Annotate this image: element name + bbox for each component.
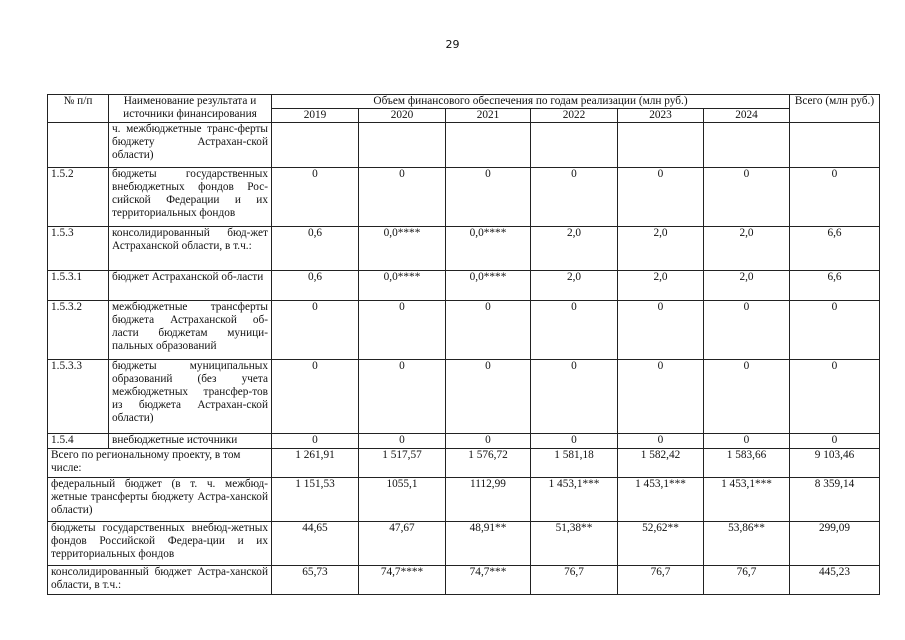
summary-year-value: 65,73 <box>272 566 359 595</box>
year-value: 0,0**** <box>359 271 446 301</box>
summary-total: 299,09 <box>790 522 880 566</box>
summary-row <box>48 566 880 595</box>
summary-year-value: 74,7**** <box>359 566 446 595</box>
summary-year-value: 1 576,72 <box>446 449 531 478</box>
summary-year-value: 1055,1 <box>359 478 446 522</box>
year-value: 0 <box>272 301 359 360</box>
header-year: 2019 <box>272 109 359 123</box>
summary-year-value: 1 582,42 <box>618 449 704 478</box>
table-row <box>48 168 880 227</box>
header-year: 2023 <box>618 109 704 123</box>
row-total: 0 <box>790 434 880 449</box>
year-value: 2,0 <box>618 271 704 301</box>
summary-year-value: 51,38** <box>531 522 618 566</box>
row-number <box>48 123 109 168</box>
year-value: 0,6 <box>272 271 359 301</box>
summary-name: консолидированный бюджет Астра-ханской области, в т.ч.: <box>48 566 272 595</box>
year-value: 0,0**** <box>446 271 531 301</box>
row-name: консолидированный бюд-жет Астраханской области, в т.ч.: <box>109 227 272 271</box>
summary-year-value: 76,7 <box>618 566 704 595</box>
year-value: 0 <box>704 360 790 434</box>
year-value: 2,0 <box>531 227 618 271</box>
header-num: № п/п <box>48 95 109 123</box>
year-value <box>531 123 618 168</box>
year-value: 0 <box>446 301 531 360</box>
year-value: 0 <box>618 168 704 227</box>
table-row <box>48 434 880 449</box>
summary-year-value: 53,86** <box>704 522 790 566</box>
summary-year-value: 1 453,1*** <box>618 478 704 522</box>
row-number: 1.5.3 <box>48 227 109 271</box>
row-name: межбюджетные трансферты бюджета Астраханской об-ласти бюджетам муници-пальных образований <box>109 301 272 360</box>
year-value: 0 <box>359 168 446 227</box>
year-value <box>618 123 704 168</box>
summary-year-value: 44,65 <box>272 522 359 566</box>
summary-name: бюджеты государственных внебюд-жетных фондов Российской Федера-ции и их территориальных фондов <box>48 522 272 566</box>
year-value: 0 <box>618 301 704 360</box>
page-number: 29 <box>445 38 460 51</box>
summary-total: 8 359,14 <box>790 478 880 522</box>
year-value: 0 <box>531 301 618 360</box>
year-value: 0,0**** <box>446 227 531 271</box>
summary-row <box>48 449 880 478</box>
funding-table <box>47 94 880 595</box>
year-value: 0 <box>531 168 618 227</box>
header-total: Всего (млн руб.) <box>790 95 880 123</box>
year-value: 0 <box>531 434 618 449</box>
year-value: 0,6 <box>272 227 359 271</box>
summary-year-value: 48,91** <box>446 522 531 566</box>
table-row <box>48 123 880 168</box>
summary-total: 9 103,46 <box>790 449 880 478</box>
row-total <box>790 123 880 168</box>
row-number: 1.5.3.2 <box>48 301 109 360</box>
summary-name: федеральный бюджет (в т. ч. межбюд-жетные трансферты бюджету Астра-ханской области) <box>48 478 272 522</box>
year-value <box>272 123 359 168</box>
row-total: 6,6 <box>790 227 880 271</box>
year-value: 0 <box>446 168 531 227</box>
summary-year-value: 47,67 <box>359 522 446 566</box>
year-value: 2,0 <box>704 227 790 271</box>
row-name: бюджет Астраханской об-ласти <box>109 271 272 301</box>
summary-year-value: 1 581,18 <box>531 449 618 478</box>
year-value: 0 <box>618 360 704 434</box>
summary-year-value: 1 453,1*** <box>704 478 790 522</box>
row-name: бюджеты муниципальных образований (без учета межбюджетных трансфер-тов из бюджета Астрахан-ской области) <box>109 360 272 434</box>
year-value: 0 <box>359 434 446 449</box>
summary-row <box>48 478 880 522</box>
table-row <box>48 360 880 434</box>
year-value: 0 <box>446 360 531 434</box>
summary-year-value: 76,7 <box>704 566 790 595</box>
header-row-1 <box>48 95 880 109</box>
summary-year-value: 1 261,91 <box>272 449 359 478</box>
year-value: 0 <box>272 168 359 227</box>
year-value: 0 <box>704 301 790 360</box>
row-number: 1.5.3.3 <box>48 360 109 434</box>
row-total: 0 <box>790 168 880 227</box>
summary-year-value: 1 453,1*** <box>531 478 618 522</box>
summary-name: Всего по региональному проекту, в том числе: <box>48 449 272 478</box>
year-value: 0,0**** <box>359 227 446 271</box>
year-value: 2,0 <box>618 227 704 271</box>
table-row <box>48 301 880 360</box>
year-value: 0 <box>618 434 704 449</box>
row-name: ч. межбюджетные транс-ферты бюджету Астрахан-ской области) <box>109 123 272 168</box>
year-value <box>446 123 531 168</box>
year-value: 2,0 <box>531 271 618 301</box>
summary-year-value: 76,7 <box>531 566 618 595</box>
header-name: Наименование результата и источники финансирования <box>109 95 272 123</box>
row-number: 1.5.4 <box>48 434 109 449</box>
table-row <box>48 227 880 271</box>
header-year: 2022 <box>531 109 618 123</box>
summary-total: 445,23 <box>790 566 880 595</box>
summary-year-value: 52,62** <box>618 522 704 566</box>
summary-year-value: 1112,99 <box>446 478 531 522</box>
year-value: 0 <box>359 301 446 360</box>
header-year: 2024 <box>704 109 790 123</box>
header-year: 2021 <box>446 109 531 123</box>
summary-row <box>48 522 880 566</box>
summary-year-value: 1 583,66 <box>704 449 790 478</box>
year-value: 0 <box>272 434 359 449</box>
header-funding-group: Объем финансового обеспечения по годам реализации (млн руб.) <box>272 95 790 109</box>
row-number: 1.5.3.1 <box>48 271 109 301</box>
row-name: бюджеты государственных внебюджетных фондов Рос-сийской Федерации и их территориальных фондов <box>109 168 272 227</box>
year-value: 0 <box>531 360 618 434</box>
summary-year-value: 1 517,57 <box>359 449 446 478</box>
row-number: 1.5.2 <box>48 168 109 227</box>
row-name: внебюджетные источники <box>109 434 272 449</box>
row-total: 6,6 <box>790 271 880 301</box>
row-total: 0 <box>790 301 880 360</box>
year-value: 0 <box>704 434 790 449</box>
year-value <box>704 123 790 168</box>
year-value: 0 <box>446 434 531 449</box>
table-row <box>48 271 880 301</box>
summary-year-value: 1 151,53 <box>272 478 359 522</box>
year-value: 2,0 <box>704 271 790 301</box>
summary-year-value: 74,7*** <box>446 566 531 595</box>
header-year: 2020 <box>359 109 446 123</box>
year-value <box>359 123 446 168</box>
row-total: 0 <box>790 360 880 434</box>
year-value: 0 <box>272 360 359 434</box>
year-value: 0 <box>704 168 790 227</box>
year-value: 0 <box>359 360 446 434</box>
